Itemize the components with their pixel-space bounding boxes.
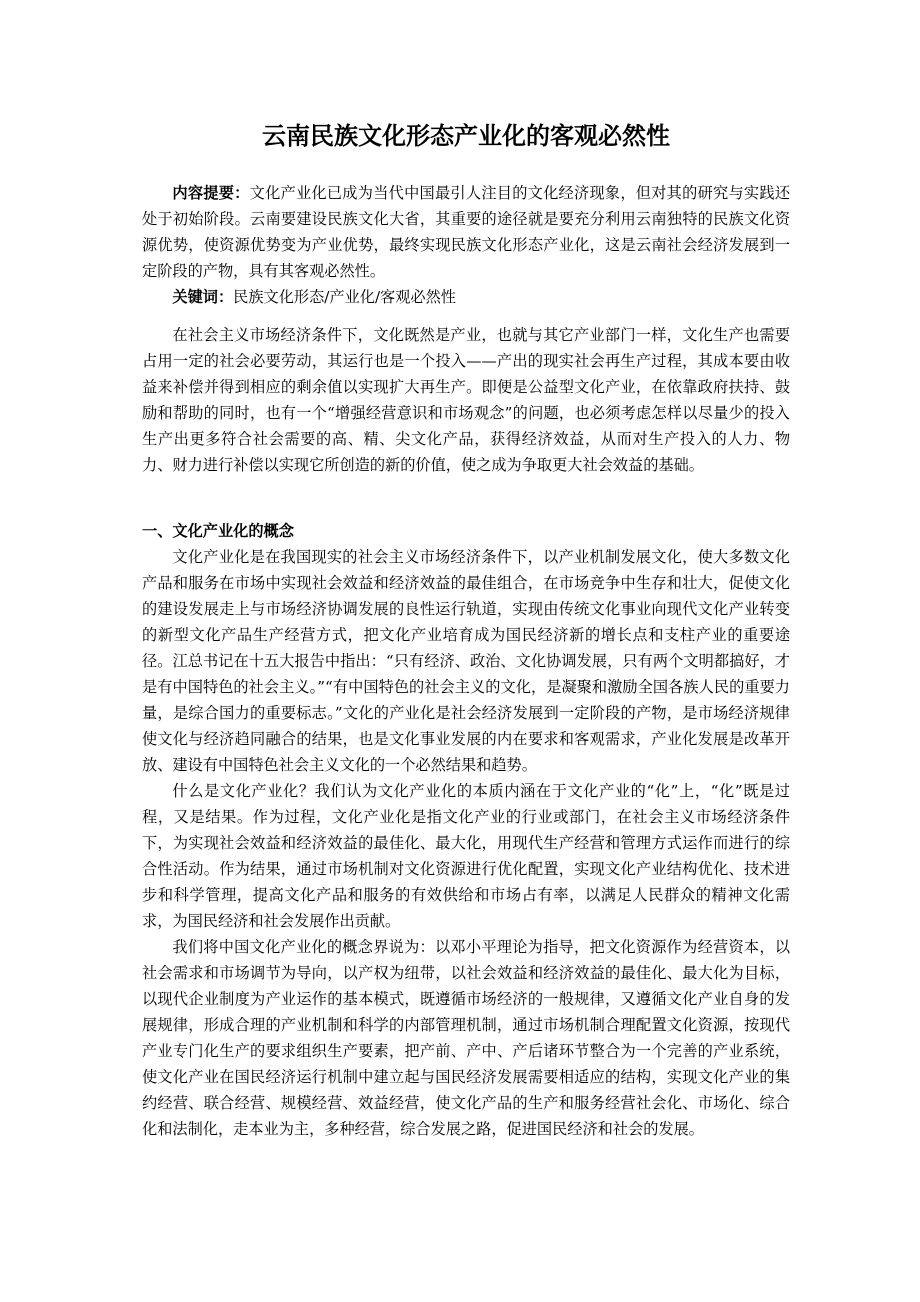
document-title: 云南民族文化形态产业化的客观必然性 <box>262 122 670 150</box>
intro-paragraph: 在社会主义市场经济条件下，文化既然是产业，也就与其它产业部门一样，文化生产也需要占用一定的社会必要劳动，其运行也是一个投入——产出的现实社会再生产过程，其成本要由收益来补偿并得到相应的剩余值以实现扩大再生产。即便是公益型文化产业，在依靠政府扶持、鼓励和帮助的同时，也有一个“增强经营意识和市场观念”的问题，也必须考虑怎样以尽量少的投入生产出更多符合社会需要的高、精、尖文化产品，获得经济效益，从而对生产投入的人力、物力、财力进行补偿以实现它所创造的新的价值，使之成为争取更大社会效益的基础。 <box>142 326 790 474</box>
section-1-heading: 一、文化产业化的概念 <box>142 522 294 540</box>
section-1-paragraph-2: 什么是文化产业化？我们认为文化产业化的本质内涵在于文化产业的“化”上，“化”既是过程，又是结果。作为过程，文化产业化是指文化产业的行业或部门，在社会主义市场经济条件下，为实现社会效益和经济效益的最佳化、最大化，用现代生产经营和管理方式运作而进行的综合性活动。作为结果，通过市场机制对文化资源进行优化配置，实现文化产业结构优化、技术进步和科学管理，提高文化产品和服务的有效供给和市场占有率，以满足人民群众的精神文化需求，为国民经济和社会发展作出贡献。 <box>142 782 790 930</box>
abstract-text: 文化产业化已成为当代中国最引人注目的文化经济现象，但对其的研究与实践还处于初始阶段。云南要建设民族文化大省，其重要的途径就是要充分利用云南独特的民族文化资源优势，使资源优势变为产业优势，最终实现民族文化形态产业化，这是云南社会经济发展到一定阶段的产物，具有其客观必然性。 <box>142 184 791 280</box>
section-1-paragraph-1: 文化产业化是在我国现实的社会主义市场经济条件下，以产业机制发展文化，使大多数文化产品和服务在市场中实现社会效益和经济效益的最佳组合，在市场竞争中生存和壮大，促使文化的建设发展走上与市场经济协调发展的良性运行轨道，实现由传统文化事业向现代文化产业转变的新型文化产品生产经营方式，把文化产业培育成为国民经济新的增长点和支柱产业的重要途径。江总书记在十五大报告中指出：“只有经济、政治、文化协调发展，只有两个文明都搞好，才是有中国特色的社会主义。”“有中国特色的社会主义的文化，是凝聚和激励全国各族人民的重要力量，是综合国力的重要标志。”文化的产业化是社会经济发展到一定阶段的产物，是市场经济规律使文化与经济趋同融合的结果，也是文化事业发展的内在要求和客观需求，产业化发展是改革开放、建设有中国特色社会主义文化的一个必然结果和趋势。 <box>142 548 790 774</box>
abstract-label: 内容提要： <box>172 184 250 202</box>
keywords-paragraph <box>142 284 790 310</box>
section-1 <box>142 518 790 1142</box>
abstract-block <box>142 180 790 310</box>
intro-block <box>142 322 790 478</box>
section-1-paragraph-3: 我们将中国文化产业化的概念界说为：以邓小平理论为指导，把文化资源作为经营资本，以社会需求和市场调节为导向，以产权为纽带，以社会效益和经济效益的最佳化、最大化为目标，以现代企业制度为产业运作的基本模式，既遵循市场经济的一般规律，又遵循文化产业自身的发展规律，形成合理的产业机制和科学的内部管理机制，通过市场机制合理配置文化资源，按现代产业专门化生产的要求组织生产要素，把产前、产中、产后诸环节整合为一个完善的产业系统，使文化产业在国民经济运行机制中建立起与国民经济发展需要相适应的结构，实现文化产业的集约经营、联合经营、规模经营、效益经营，使文化产品的生产和服务经营社会化、市场化、综合化和法制化，走本业为主，多种经营，综合发展之路，促进国民经济和社会的发展。 <box>142 938 790 1138</box>
abstract-paragraph <box>142 180 790 284</box>
keywords-text: 民族文化形态/产业化/客观必然性 <box>233 288 456 306</box>
keywords-label: 关键词： <box>172 288 234 306</box>
